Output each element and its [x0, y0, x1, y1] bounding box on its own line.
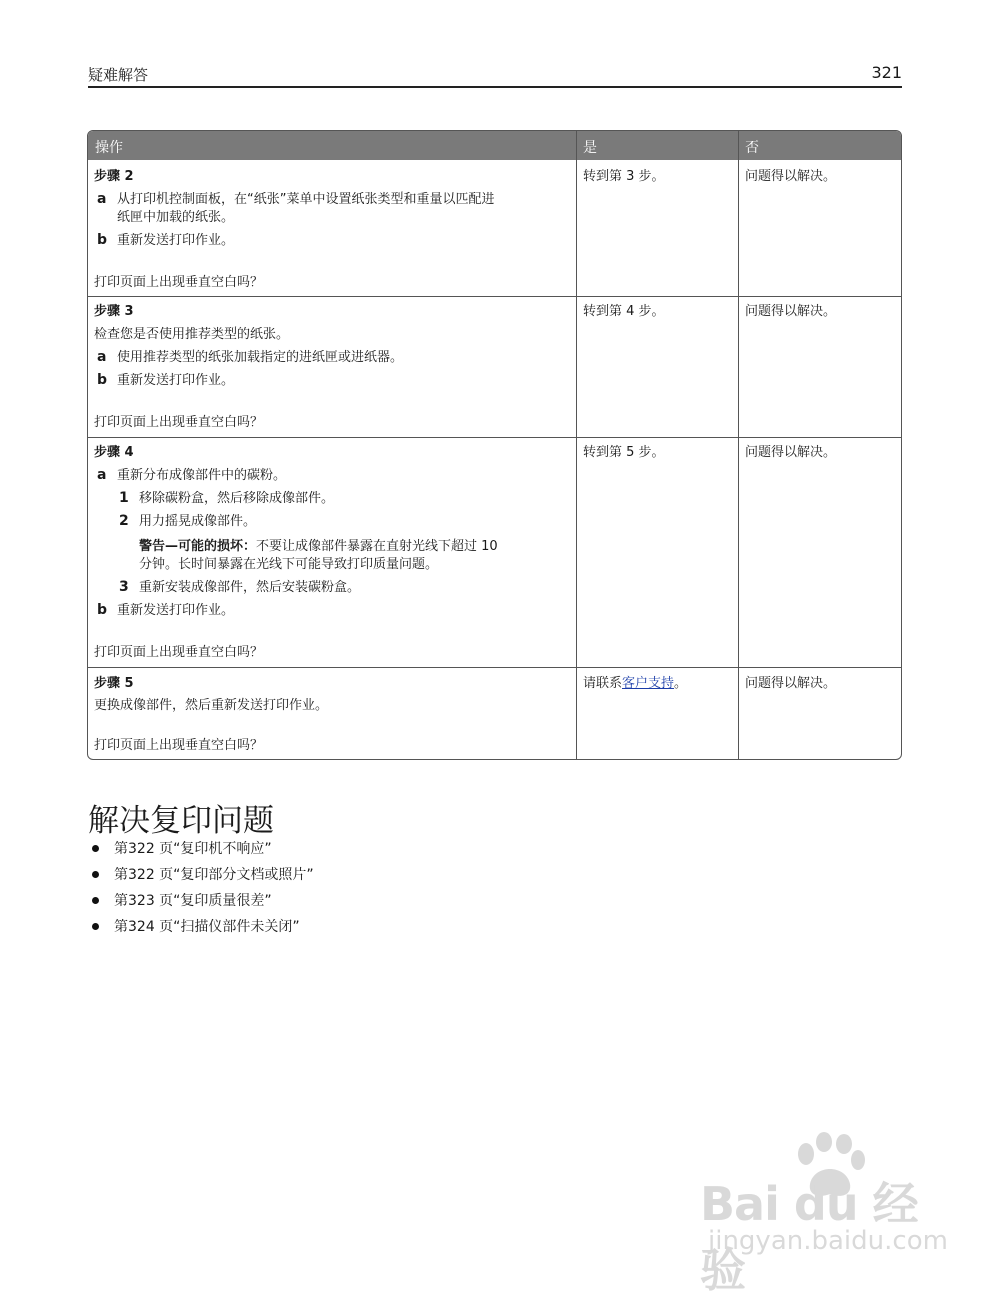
customer-support-link[interactable]: 客户支持: [622, 676, 675, 691]
troubleshooting-table: [87, 130, 902, 760]
column-divider: [576, 131, 577, 759]
step-title: 步骤 3: [94, 304, 134, 319]
warning-label: 警告—可能的损坏：: [139, 539, 257, 554]
table-header: [88, 131, 901, 160]
step-title: 步骤 4: [94, 445, 134, 460]
question-text: 打印页面上出现垂直空白吗？: [94, 415, 264, 430]
list-item[interactable]: [92, 890, 314, 916]
bullet-icon: [92, 923, 99, 930]
item-marker: b: [97, 232, 108, 248]
item-marker: a: [97, 349, 107, 365]
yes-cell: [583, 675, 687, 693]
list-item[interactable]: [92, 916, 314, 942]
yes-cell: 转到第 4 步。: [583, 304, 665, 319]
list-item-text[interactable]: 第322 页“复印部分文档或照片”: [114, 867, 314, 883]
question-text: 打印页面上出现垂直空白吗？: [94, 275, 264, 290]
item-marker: b: [97, 602, 108, 618]
step-intro: 更换成像部件，然后重新发送打印作业。: [94, 698, 329, 713]
item-text: 重新发送打印作业。: [117, 233, 235, 248]
list-item[interactable]: [92, 864, 314, 890]
sub-item-marker: 1: [119, 490, 129, 506]
bullet-icon: [92, 897, 99, 904]
row-divider: [88, 437, 901, 438]
list-item-text[interactable]: 第322 页“复印机不响应”: [114, 841, 272, 857]
question-text: 打印页面上出现垂直空白吗？: [94, 645, 264, 660]
list-item-text[interactable]: 第324 页“扫描仪部件未关闭”: [114, 919, 300, 935]
column-header-no: 否: [745, 140, 759, 156]
copy-problems-list: [92, 838, 314, 942]
column-header-yes: 是: [583, 140, 597, 156]
item-marker: b: [97, 372, 108, 388]
bullet-icon: [92, 871, 99, 878]
warning-text: [139, 538, 498, 556]
item-text: 使用推荐类型的纸张加载指定的进纸匣或进纸器。: [117, 350, 404, 365]
row-divider: [88, 667, 901, 668]
column-divider: [738, 131, 739, 759]
question-text: 打印页面上出现垂直空白吗？: [94, 738, 264, 753]
item-marker: a: [97, 467, 107, 483]
item-text: 重新发送打印作业。: [117, 373, 235, 388]
sub-item-text: 移除碳粉盒，然后移除成像部件。: [139, 491, 335, 506]
item-text: 重新发送打印作业。: [117, 603, 235, 618]
watermark-brand: Bai du 经验: [700, 1177, 918, 1297]
yes-suffix: 。: [674, 676, 688, 691]
sub-item-marker: 2: [119, 513, 129, 529]
step-intro: 检查您是否使用推荐类型的纸张。: [94, 327, 290, 342]
no-cell: 问题得以解决。: [745, 445, 837, 460]
list-item-text[interactable]: 第323 页“复印质量很差”: [114, 893, 272, 909]
column-header-action: 操作: [95, 140, 123, 156]
yes-cell: 转到第 3 步。: [583, 169, 665, 184]
bullet-icon: [92, 845, 99, 852]
warning-body: 不要让成像部件暴露在直射光线下超过 10: [256, 539, 498, 554]
yes-prefix: 请联系: [583, 676, 623, 691]
page-header: [88, 62, 902, 88]
watermark-url: jingyan.baidu.com: [708, 1226, 948, 1256]
yes-cell: 转到第 5 步。: [583, 445, 665, 460]
item-text: 重新分布成像部件中的碳粉。: [117, 468, 287, 483]
sub-item-marker: 3: [119, 579, 129, 595]
list-item[interactable]: [92, 838, 314, 864]
sub-item-text: 重新安装成像部件，然后安装碳粉盒。: [139, 580, 361, 595]
item-text: 从打印机控制面板，在“纸张”菜单中设置纸张类型和重量以匹配进: [117, 192, 495, 207]
page-number: 321: [871, 63, 902, 82]
no-cell: 问题得以解决。: [745, 169, 837, 184]
section-heading: 解决复印问题: [88, 803, 274, 839]
header-title: 疑难解答: [88, 66, 149, 84]
item-marker: a: [97, 191, 107, 207]
item-text: 纸匣中加载的纸张。: [117, 210, 235, 225]
row-divider: [88, 296, 901, 297]
step-title: 步骤 5: [94, 676, 134, 691]
no-cell: 问题得以解决。: [745, 676, 837, 691]
step-title: 步骤 2: [94, 169, 134, 184]
sub-item-text: 用力摇晃成像部件。: [139, 514, 257, 529]
baidu-watermark: [700, 1130, 948, 1297]
warning-text-cont: 分钟。长时间暴露在光线下可能导致打印质量问题。: [139, 557, 439, 572]
no-cell: 问题得以解决。: [745, 304, 837, 319]
